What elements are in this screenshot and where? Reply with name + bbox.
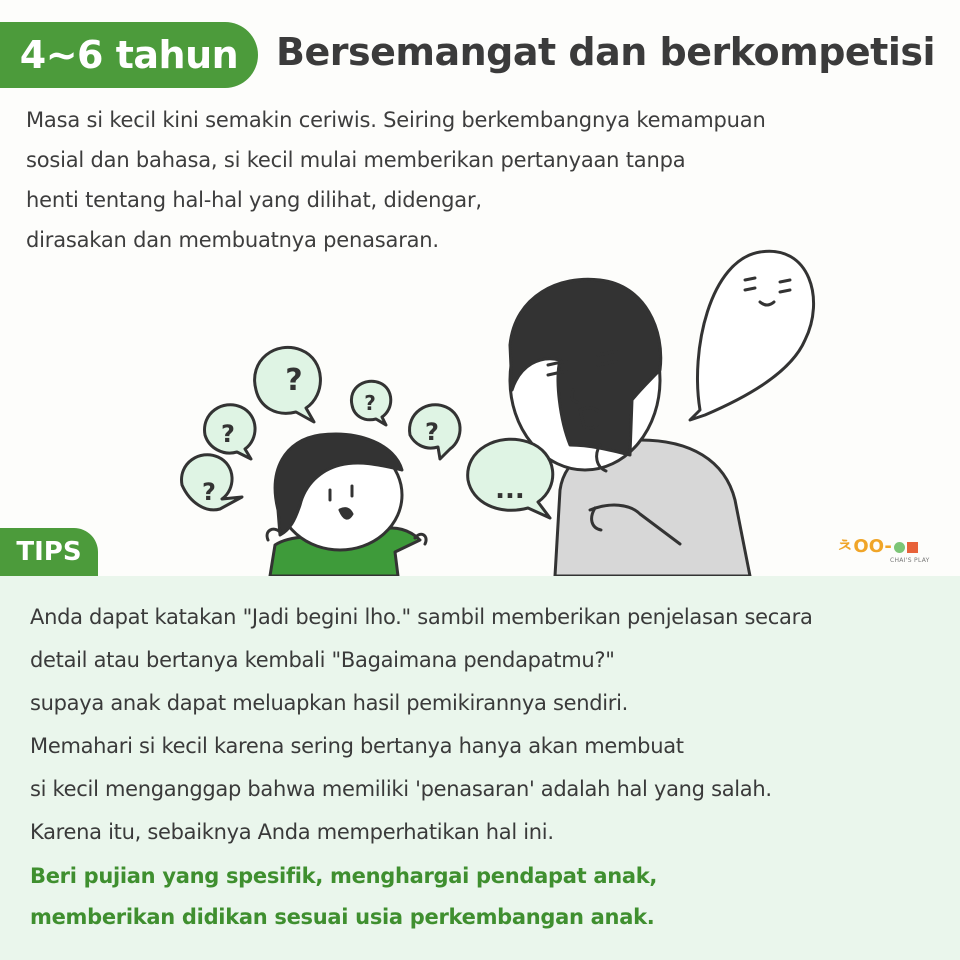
intro-line: Masa si kecil kini semakin ceriwis. Seiring berkembangnya kemampuan [26,108,766,132]
logo-square-icon [907,542,918,553]
tips-line: detail atau bertanya kembali "Bagaimana pendapatmu?" [30,648,615,672]
logo-subtitle: CHAI'S PLAY [890,557,930,564]
question-mark: ? [202,478,216,506]
highlight-line: Beri pujian yang spesifik, menghargai pendapat anak, [30,864,658,888]
mother-child-illustration [0,240,960,576]
ellipsis-text: ... [495,475,525,505]
question-mark: ? [425,418,439,446]
age-badge [0,22,258,88]
question-mark: ? [285,363,303,398]
logo-mark-text: ㅊOO- [836,536,892,557]
question-mark: ? [364,391,376,415]
question-mark: ? [221,420,235,448]
tips-highlight [30,856,657,938]
logo-mark [836,538,918,556]
tips-line: supaya anak dapat meluapkan hasil pemikirannya sendiri. [30,691,629,715]
tips-label: TIPS [16,537,82,567]
highlight-line: memberikan didikan sesuai usia perkembangan anak. [30,905,655,929]
tips-paragraph [30,596,813,854]
intro-line: henti tentang hal-hal yang dilihat, didengar, [26,188,482,212]
tips-line: si kecil menganggap bahwa memiliki 'penasaran' adalah hal yang salah. [30,777,772,801]
tips-badge [0,528,98,576]
mother-speech-bubble [690,251,814,420]
tips-line: Anda dapat katakan "Jadi begini lho." sambil memberikan penjelasan secara [30,605,813,629]
intro-paragraph [26,100,766,260]
page-title: Bersemangat dan berkompetisi [276,30,935,74]
brand-logo [836,538,940,564]
age-label: 4~6 tahun [19,33,239,77]
tips-line: Karena itu, sebaiknya Anda memperhatikan hal ini. [30,820,554,844]
intro-line: dirasakan dan membuatnya penasaran. [26,228,439,252]
intro-line: sosial dan bahasa, si kecil mulai memberikan pertanyaan tanpa [26,148,686,172]
logo-dot-icon [894,542,905,553]
tips-line: Memahari si kecil karena sering bertanya hanya akan membuat [30,734,684,758]
